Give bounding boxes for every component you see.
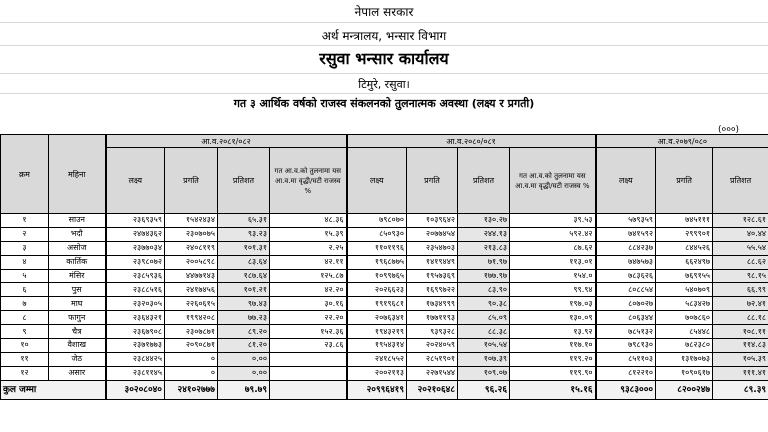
value-cell: १०१.३१ — [218, 241, 270, 255]
value-cell: २०२६६२३ — [347, 283, 407, 297]
value-cell: १०८.११ — [713, 325, 768, 339]
value-cell: १९६८७७५ — [347, 255, 407, 269]
total-cell: ८९.३९ — [713, 380, 768, 399]
value-cell: २३८११४५ — [106, 366, 165, 380]
month-cell: असार — [49, 366, 106, 380]
government-name: नेपाल सरकार — [354, 5, 414, 19]
serial-cell: ५ — [1, 269, 49, 283]
value-cell: ७२.४१ — [713, 297, 768, 311]
value-cell: ११०११९६ — [347, 241, 407, 255]
value-cell: ४८.३६ — [270, 214, 347, 228]
value-cell: १०१.२१ — [218, 283, 270, 297]
value-cell: २०२४०५९ — [407, 339, 458, 353]
value-cell: ४०.४४ — [713, 227, 768, 241]
value-cell: १३.९२ — [510, 325, 596, 339]
table-row — [1, 297, 768, 311]
table-row — [1, 352, 768, 366]
value-cell — [270, 366, 347, 380]
col-target: लक्ष्य — [106, 148, 165, 214]
value-cell: ८५११०३ — [596, 352, 656, 366]
value-cell: ८८.३८ — [458, 325, 510, 339]
value-cell: १२५.८७ — [270, 269, 347, 283]
serial-cell: ९ — [1, 325, 49, 339]
value-cell: ७०७८६० — [656, 311, 713, 325]
month-cell: भदौ — [49, 227, 106, 241]
serial-cell: ११ — [1, 352, 49, 366]
value-cell: ११७.१० — [510, 339, 596, 353]
value-cell: २८५१९०१ — [407, 352, 458, 366]
total-cell: ९३८३००० — [596, 380, 656, 399]
col-target: लक्ष्य — [347, 148, 407, 214]
total-cell — [270, 380, 347, 399]
col-compare: गत आ.व.को तुलनामा यस आ.व.मा वृद्धी/घटी राजस्व % — [510, 148, 596, 214]
col-percent: प्रतिशत — [458, 148, 510, 214]
value-cell: ११९.९० — [510, 366, 596, 380]
value-cell: २२६०६१५ — [165, 297, 218, 311]
value-cell: २९९९०१ — [656, 227, 713, 241]
value-cell: १५४२४३४ — [165, 214, 218, 228]
divider — [0, 45, 768, 46]
value-cell: २४७४३६२ — [106, 227, 165, 241]
value-cell: १२८.६१ — [713, 214, 768, 228]
value-cell: ८४४५२६ — [656, 241, 713, 255]
value-cell: २३६४३२१ — [106, 311, 165, 325]
value-cell: ८९.२० — [218, 325, 270, 339]
value-cell: ७९८१३० — [596, 339, 656, 353]
month-cell: चैत्र — [49, 325, 106, 339]
serial-cell: १२ — [1, 366, 49, 380]
value-cell: २.२५ — [270, 241, 347, 255]
value-cell: ११४.८३ — [713, 339, 768, 353]
value-cell: ७४५१११ — [656, 214, 713, 228]
value-cell: १९५४३१४ — [347, 339, 407, 353]
total-cell: २०९९६४१९ — [347, 380, 407, 399]
value-cell: ३०.१६ — [270, 297, 347, 311]
office-location: टिमुरे, रसुवा। — [358, 78, 410, 91]
value-cell: २३७१७७३ — [106, 339, 165, 353]
value-cell: २३६७९०८ — [106, 325, 165, 339]
value-cell: ९०.३८ — [458, 297, 510, 311]
table-row — [1, 325, 768, 339]
value-cell: १०९९७६५ — [347, 269, 407, 283]
month-cell: फागुन — [49, 311, 106, 325]
table-row — [1, 269, 768, 283]
value-cell: २४०८११९ — [165, 241, 218, 255]
value-cell: ७१.९७ — [458, 255, 510, 269]
month-cell: मंसिर — [49, 269, 106, 283]
value-cell: २३७७०३४ — [106, 241, 165, 255]
value-cell: ८५४४८ — [656, 325, 713, 339]
value-cell: ८५०९३० — [347, 227, 407, 241]
value-cell: ६६२४९७ — [656, 255, 713, 269]
value-cell: ५५.५४ — [713, 241, 768, 255]
report-title: गत ३ आर्थिक वर्षको राजस्व संकलनको तुलनात्मक अवस्था (लक्ष्य र प्रगती) — [233, 97, 535, 110]
value-cell: २२.२० — [270, 311, 347, 325]
col-serial: क्रम — [1, 135, 49, 214]
value-cell: २३८५९३६ — [106, 269, 165, 283]
value-cell: ७७.२३ — [218, 311, 270, 325]
value-cell: ७९८०७० — [347, 214, 407, 228]
total-cell: २०२१०६४८ — [407, 380, 458, 399]
value-cell: १६९९७२२ — [407, 283, 458, 297]
month-cell: जेठ — [49, 352, 106, 366]
value-cell: ४२.११ — [270, 255, 347, 269]
col-progress: प्रगति — [165, 148, 218, 214]
table-row — [1, 366, 768, 380]
value-cell: ७८३६२६ — [596, 269, 656, 283]
table-row — [1, 311, 768, 325]
value-cell: २३०७८७१ — [165, 325, 218, 339]
value-cell: ८३.९० — [458, 283, 510, 297]
value-cell: २२७१५४४ — [407, 366, 458, 380]
value-cell: ८०८८५४ — [596, 283, 656, 297]
value-cell: २३२०३०५ — [106, 297, 165, 311]
value-cell: ७६९१५५ — [656, 269, 713, 283]
value-cell: ८०७०२७ — [596, 297, 656, 311]
value-cell: ८८४२३७ — [596, 241, 656, 255]
value-cell: १५४.० — [510, 269, 596, 283]
serial-cell: ४ — [1, 255, 49, 269]
col-progress: प्रगति — [656, 148, 713, 214]
col-month: महिना — [49, 135, 106, 214]
value-cell: २४१८५५२ — [347, 352, 407, 366]
value-cell: ० — [165, 366, 218, 380]
value-cell: ६५.३१ — [218, 214, 270, 228]
serial-cell: ३ — [1, 241, 49, 255]
total-cell: ३०२०८०४० — [106, 380, 165, 399]
value-cell: २३६९३५९ — [106, 214, 165, 228]
value-cell: १७७११९३ — [407, 311, 458, 325]
value-cell: ७८२३८० — [656, 339, 713, 353]
value-cell: ८०६३४४ — [596, 311, 656, 325]
revenue-table — [0, 134, 768, 400]
value-cell: ८७.६२ — [510, 241, 596, 255]
fy-2079-080: आ.व.२०७९/०८० — [596, 135, 768, 148]
total-label: कुल जम्मा — [1, 380, 106, 399]
ministry-name: अर्थ मन्त्रालय, भन्सार विभाग — [321, 29, 447, 43]
month-cell: कार्तिक — [49, 255, 106, 269]
value-cell: २३८४४२५ — [106, 352, 165, 366]
value-cell: ६६.९९ — [713, 283, 768, 297]
value-cell: ५७९३५९ — [596, 214, 656, 228]
table-row — [1, 214, 768, 228]
value-cell: २००५८९८ — [165, 255, 218, 269]
value-cell: ० — [165, 352, 218, 366]
month-cell: वैशाख — [49, 339, 106, 353]
value-cell: ४४७७१४३ — [165, 269, 218, 283]
value-cell: ८३.६४ — [218, 255, 270, 269]
value-cell: १८७.६४ — [218, 269, 270, 283]
office-name: रसुवा भन्सार कार्यालय — [319, 49, 449, 68]
col-compare: गत आ.व.को तुलनामा यस आ.व.मा वृद्धी/घटी राजस्व % — [270, 148, 347, 214]
month-cell: साउन — [49, 214, 106, 228]
value-cell: १३०.२७ — [458, 214, 510, 228]
value-cell: १७३४९९९ — [407, 297, 458, 311]
value-cell: १९१९६८१ — [347, 297, 407, 311]
serial-cell: ७ — [1, 297, 49, 311]
col-percent: प्रतिशत — [713, 148, 768, 214]
total-cell: ८२००२४७ — [656, 380, 713, 399]
col-progress: प्रगति — [407, 148, 458, 214]
value-cell: ८१२२१० — [596, 366, 656, 380]
value-cell: ९९.९४ — [510, 283, 596, 297]
value-cell: ११३.०१ — [510, 255, 596, 269]
value-cell: १३१७०७३ — [656, 352, 713, 366]
value-cell: १९९४२०८ — [165, 311, 218, 325]
value-cell: २००२११३ — [347, 366, 407, 380]
value-cell: ८८.१८ — [713, 311, 768, 325]
value-cell: ७८५१३२ — [596, 325, 656, 339]
month-cell: असोज — [49, 241, 106, 255]
value-cell: ८५.०९ — [458, 311, 510, 325]
value-cell: १५.३९ — [270, 227, 347, 241]
total-cell: ९६.२६ — [458, 380, 510, 399]
value-cell: २३०७०७५ — [165, 227, 218, 241]
value-cell: २३५४७०३ — [407, 241, 458, 255]
unit-label: (०००) — [718, 125, 740, 135]
serial-cell: २ — [1, 227, 49, 241]
value-cell: ५९२.४२ — [510, 227, 596, 241]
value-cell: ७४१५९२ — [596, 227, 656, 241]
value-cell: १०३९६४२ — [407, 214, 458, 228]
value-cell: २०७७४५४ — [407, 227, 458, 241]
value-cell: ११९.२० — [510, 352, 596, 366]
total-cell: १५.१६ — [510, 380, 596, 399]
value-cell: ९८.१५ — [713, 269, 768, 283]
value-cell: २१३.८३ — [458, 241, 510, 255]
value-cell: २३.८६ — [270, 339, 347, 353]
fy-2080-081: आ.व.२०८०/०८१ — [347, 135, 596, 148]
value-cell: १३०.०९ — [510, 311, 596, 325]
serial-cell: ६ — [1, 283, 49, 297]
value-cell: १०५.५४ — [458, 339, 510, 353]
value-cell: ८१.२० — [218, 339, 270, 353]
value-cell: ७४७५७३ — [596, 255, 656, 269]
value-cell: ५४०७०९ — [656, 283, 713, 297]
serial-cell: १० — [1, 339, 49, 353]
table-row — [1, 241, 768, 255]
value-cell: ३९.५३ — [510, 214, 596, 228]
total-row — [1, 380, 768, 399]
value-cell: २३९८०७२ — [106, 255, 165, 269]
value-cell: २४१७४५६ — [165, 283, 218, 297]
value-cell: १०९०६१७ — [656, 366, 713, 380]
total-cell: ७९.७९ — [218, 380, 270, 399]
value-cell: २०७६३४१ — [347, 311, 407, 325]
value-cell: १९५७३६९ — [407, 269, 458, 283]
month-cell: माघ — [49, 297, 106, 311]
table-row — [1, 339, 768, 353]
month-cell: पुस — [49, 283, 106, 297]
value-cell: १९४३२१९ — [347, 325, 407, 339]
table-row — [1, 227, 768, 241]
col-target: लक्ष्य — [596, 148, 656, 214]
value-cell: ०.०० — [218, 352, 270, 366]
serial-cell: १ — [1, 214, 49, 228]
value-cell: १४१९४४९ — [407, 255, 458, 269]
value-cell: ४२.२० — [270, 283, 347, 297]
table-row — [1, 283, 768, 297]
value-cell: २४४.१३ — [458, 227, 510, 241]
value-cell: ९७.४३ — [218, 297, 270, 311]
value-cell: ०.०० — [218, 366, 270, 380]
value-cell: १११.४१ — [713, 366, 768, 380]
value-cell: ८८.६२ — [713, 255, 768, 269]
value-cell — [270, 352, 347, 366]
value-cell: १०७.३९ — [458, 352, 510, 366]
divider — [0, 93, 768, 94]
divider — [0, 22, 768, 23]
fy-2081-082: आ.व.२०८१/०८२ — [106, 135, 347, 148]
divider — [0, 73, 768, 74]
value-cell: १७७.९७ — [458, 269, 510, 283]
value-cell: १०५.३९ — [713, 352, 768, 366]
value-cell: ९३.२३ — [218, 227, 270, 241]
value-cell: १५२.३६ — [270, 325, 347, 339]
value-cell: २३८८५१६ — [106, 283, 165, 297]
value-cell: २०९०८७१ — [165, 339, 218, 353]
value-cell: १९७.०३ — [510, 297, 596, 311]
serial-cell: ८ — [1, 311, 49, 325]
value-cell: ९३९३२८ — [407, 325, 458, 339]
table-row — [1, 255, 768, 269]
value-cell: ५८३४२७ — [656, 297, 713, 311]
col-percent: प्रतिशत — [218, 148, 270, 214]
value-cell: १०९.०७ — [458, 366, 510, 380]
total-cell: २४१०२७७७ — [165, 380, 218, 399]
